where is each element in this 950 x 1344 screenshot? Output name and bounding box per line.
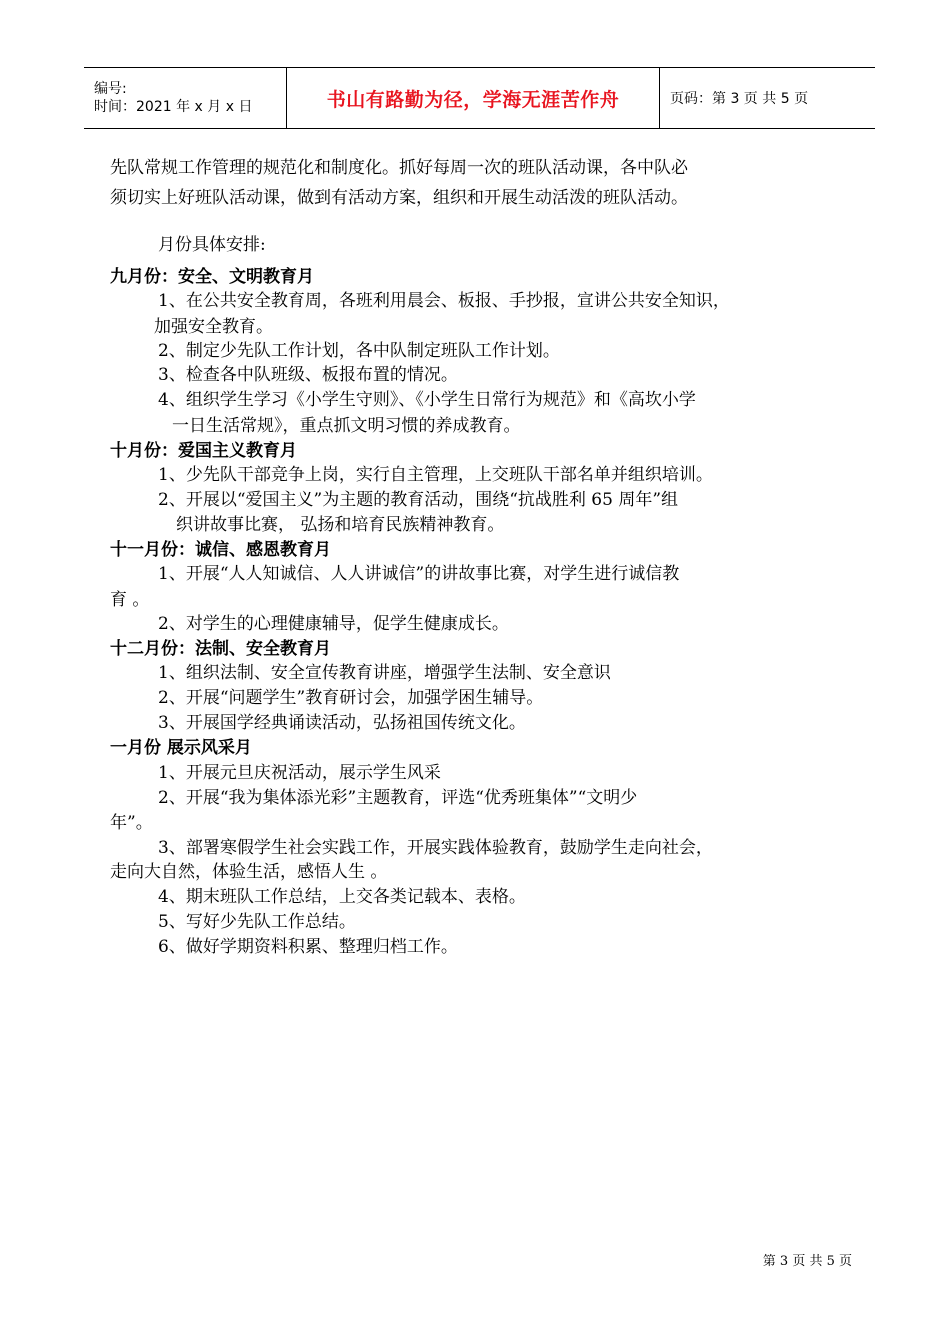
- header-page-cell: [660, 68, 876, 129]
- list-item: 1、开展元旦庆祝活动，展示学生风采: [158, 763, 441, 783]
- list-item: 加强安全教育。: [154, 317, 273, 337]
- section-heading: 十二月份：法制、安全教育月: [110, 639, 331, 659]
- section-heading: 十月份：爱国主义教育月: [110, 441, 297, 461]
- section-heading: 十一月份：诚信、感恩教育月: [110, 540, 331, 560]
- list-item: 6、做好学期资料积累、整理归档工作。: [158, 937, 458, 957]
- list-item: 3、部署寒假学生社会实践工作，开展实践体验教育，鼓励学生走向社会，: [158, 838, 713, 858]
- list-item: 年”。: [110, 813, 153, 833]
- number-label: 编号:: [94, 81, 127, 97]
- header-page-label: 页码：第 3 页 共 5 页: [670, 91, 809, 107]
- list-item: 一日生活常规》，重点抓文明习惯的养成教育。: [172, 416, 521, 436]
- list-item: 5、写好少先队工作总结。: [158, 912, 356, 932]
- list-item: 1、开展“人人知诚信、人人讲诚信”的讲故事比赛，对学生进行诚信教: [158, 564, 680, 584]
- list-item: 织讲故事比赛， 弘扬和培育民族精神教育。: [176, 515, 505, 535]
- motto: 书山有路勤为径，学海无涯苦作舟: [326, 88, 620, 111]
- list-item: 1、在公共安全教育周，各班利用晨会、板报、手抄报，宣讲公共安全知识，: [158, 291, 730, 311]
- list-item: 2、制定少先队工作计划，各中队制定班队工作计划。: [158, 341, 560, 361]
- section-heading: 一月份 展示风采月: [110, 738, 252, 758]
- list-item: 2、开展以“爱国主义”为主题的教育活动，围绕“抗战胜利 65 周年”组: [158, 490, 679, 510]
- section-heading: 九月份：安全、文明教育月: [110, 267, 314, 287]
- list-item: 1、少先队干部竞争上岗，实行自主管理，上交班队干部名单并组织培训。: [158, 465, 713, 485]
- intro-line: 先队常规工作管理的规范化和制度化。抓好每周一次的班队活动课，各中队必: [110, 158, 688, 178]
- list-item: 3、开展国学经典诵读活动，弘扬祖国传统文化。: [158, 713, 526, 733]
- list-item: 1、组织法制、安全宣传教育讲座，增强学生法制、安全意识: [158, 663, 611, 683]
- list-item: 育 。: [110, 590, 150, 610]
- list-item: 2、开展“问题学生”教育研讨会，加强学困生辅导。: [158, 688, 544, 708]
- list-item: 4、期末班队工作总结，上交各类记载本、表格。: [158, 887, 526, 907]
- header-motto-cell: [287, 68, 660, 129]
- time-label: 时间：2021 年 x 月 x 日: [94, 99, 253, 115]
- schedule-title: 月份具体安排:: [158, 235, 266, 255]
- list-item: 2、开展“我为集体添光彩”主题教育，评选“优秀班集体”“文明少: [158, 788, 638, 808]
- footer-page-number: 第 3 页 共 5 页: [762, 1254, 852, 1269]
- header-left-cell: [84, 68, 287, 129]
- list-item: 2、对学生的心理健康辅导，促学生健康成长。: [158, 614, 509, 634]
- list-item: 走向大自然，体验生活，感悟人生 。: [110, 862, 388, 882]
- header-table: [84, 67, 875, 129]
- list-item: 4、组织学生学习《小学生守则》、《小学生日常行为规范》和《高坎小学: [158, 390, 696, 410]
- list-item: 3、检查各中队班级、板报布置的情况。: [158, 365, 458, 385]
- intro-line: 须切实上好班队活动课，做到有活动方案，组织和开展生动活泼的班队活动。: [110, 188, 688, 208]
